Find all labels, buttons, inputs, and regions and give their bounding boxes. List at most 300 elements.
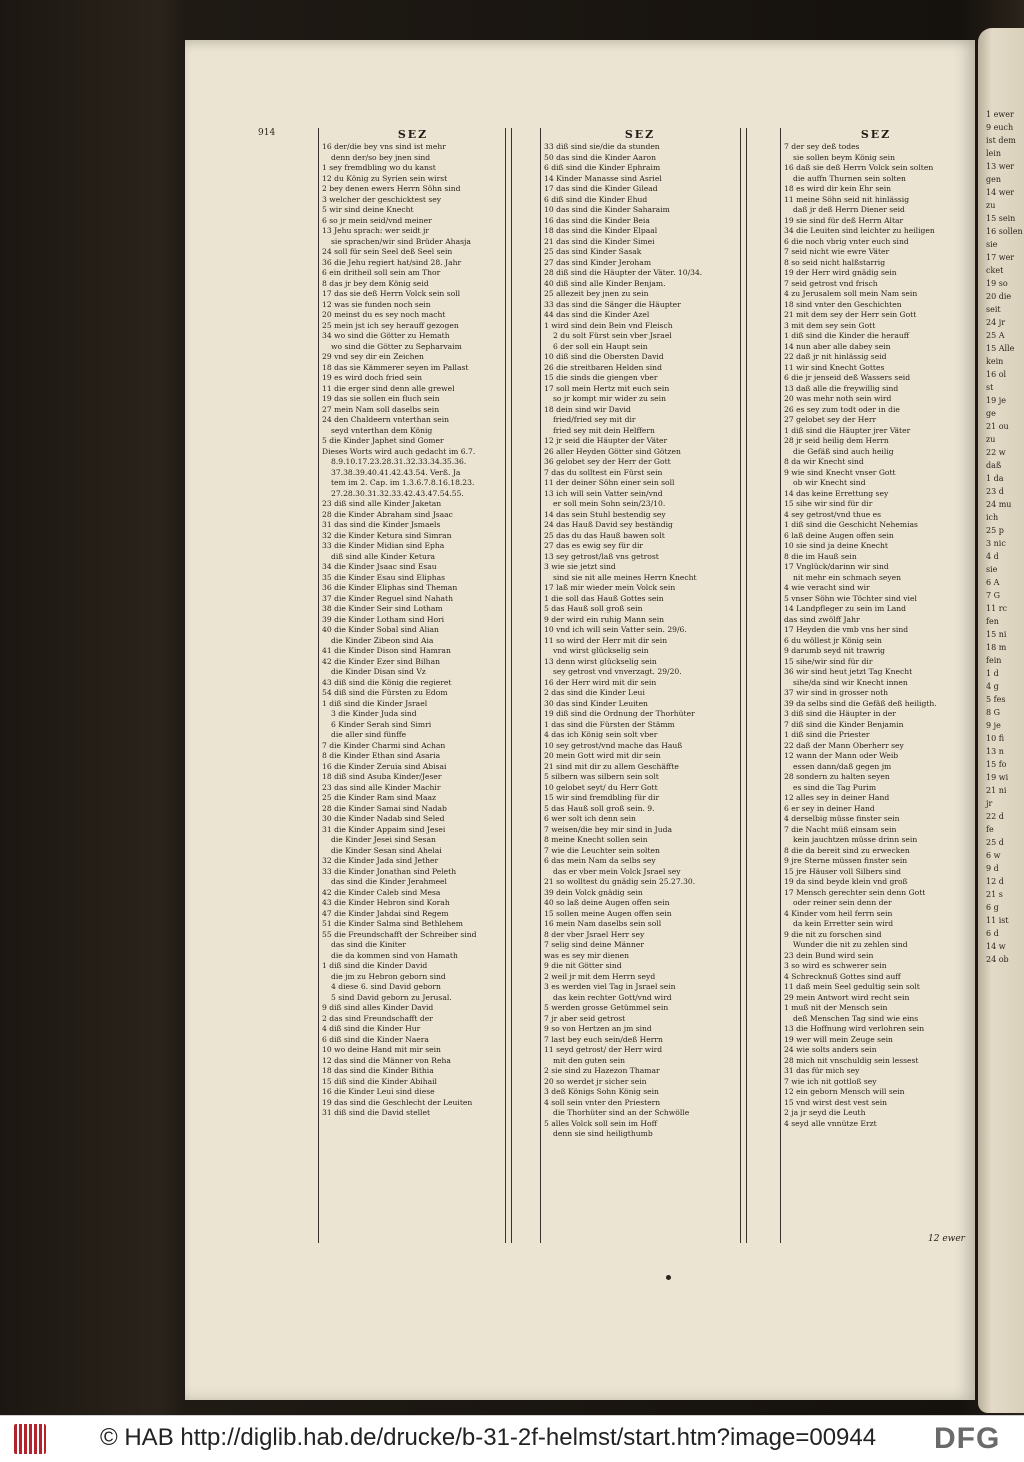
concordance-entry [541,1087,739,1098]
entry-text: 15 sollen meine Augen offen sein [544,908,672,918]
concordance-entry [319,531,507,542]
entry-text: 7 wie die Leuchter sein solten [544,845,660,855]
facing-page-fragment: 19 wi [986,773,1009,782]
concordance-entry [319,258,507,269]
entry-text: 37.38.39.40.41.42.43.54. Verß. Ja [331,467,461,477]
entry-text: 39 da selbs sind die Gefäß deß heiligth. [784,698,937,708]
entry-text: 32 die Kinder Jada sind Jether [322,856,439,865]
concordance-entry [541,247,739,258]
concordance-entry [541,153,739,164]
concordance-entry [319,510,507,521]
concordance-entry [781,331,971,342]
entry-text: 17 Heyden die vmb vns her sind [784,625,909,634]
entry-text: 28 diß sind die Häupter der Väter. 10/34. [544,268,703,277]
concordance-entry [781,258,971,269]
entry-text: 6 so jr mein seid/vnd meiner [322,215,432,225]
entry-text: 30 das sind Kinder Leuiten [544,698,648,708]
concordance-entry [781,615,971,626]
concordance-entry [541,1098,739,1109]
concordance-entry [319,846,507,857]
entry-text: 34 die Leuiten sind leichter zu heiligen [784,226,935,235]
concordance-entry [781,174,971,185]
concordance-entry [541,226,739,237]
entry-text: 3 mit dem sey sein Gott [784,320,876,330]
concordance-entry [541,279,739,290]
concordance-entry [541,846,739,857]
concordance-entry [781,310,971,321]
concordance-entry [781,1098,971,1109]
concordance-entry [781,888,971,899]
entry-text: 7 wie ich nit gottloß sey [784,1076,877,1086]
entry-text: 10 vnd ich will sein Vatter sein. 29/6. [544,625,687,634]
entry-text: 9 die nit Götter sind [544,961,622,970]
entry-text: 4 Schrecknuß Gottes sind auff [784,971,901,981]
concordance-entry [781,436,971,447]
entry-text: 50 das sind die Kinder Aaron [544,152,656,162]
concordance-entry [541,772,739,783]
entry-text: 3 die Kinder Juda sind [331,709,417,718]
concordance-entry [541,688,739,699]
entry-text: 18 das sind die Kinder Elpaal [544,226,658,235]
concordance-entry [541,405,739,416]
concordance-entry [319,142,507,153]
entry-text: 2 sie sind zu Hazezon Thamar [544,1066,660,1075]
concordance-entry [781,930,971,941]
concordance-entry [541,615,739,626]
concordance-entry [541,1014,739,1025]
entry-text: fried sey mit dein Helffern [553,425,655,435]
facing-page-fragment: 9 euch [986,123,1014,132]
concordance-entry [541,258,739,269]
concordance-entry [319,930,507,941]
entry-text: 25 allezeit bey jnen zu sein [544,289,649,298]
entry-text: das sind die Kiniter [331,940,406,949]
entry-text: 31 diß sind die David stellet [322,1108,430,1117]
concordance-entry [319,321,507,332]
entry-text: die Kinder Sesan sind Ahelai [331,845,442,855]
concordance-entry [541,730,739,741]
concordance-entry [781,982,971,993]
entry-text: daß jr deß Herrn Diener seid [793,205,905,214]
concordance-entry [541,447,739,458]
concordance-entry [541,289,739,300]
concordance-entry [781,993,971,1004]
entry-text: 14 nun aber alle dabey sein [784,341,891,351]
concordance-entry [319,720,507,731]
concordance-entry [781,846,971,857]
facing-page-fragment: fein [986,656,1002,665]
concordance-entry [781,1045,971,1056]
concordance-entry [781,499,971,510]
entry-text: 40 so laß deine Augen offen sein [544,898,670,907]
entry-text: 23 diß sind alle Kinder Jaketan [322,499,442,508]
page-mark [666,1275,671,1280]
facing-page-fragment: 11 ist [986,916,1009,925]
entry-text: 41 die Kinder Dison sind Hamran [322,646,451,655]
facing-page-fragment: fen [986,617,999,626]
concordance-entry [781,856,971,867]
entry-text: 19 diß sind die Ordnung der Thorhüter [544,709,695,718]
concordance-entry [319,310,507,321]
entry-text: 1 muß nit der Mensch sein [784,1003,888,1012]
facing-page-fragment: 22 d [986,812,1004,821]
entry-text: 17 laß mir wieder mein Volck sein [544,583,676,592]
concordance-entry [781,468,971,479]
concordance-entry [319,1035,507,1046]
concordance-entry [319,804,507,815]
concordance-entry [541,1129,739,1140]
concordance-entry [541,531,739,542]
entry-text: mit den guten sein [553,1055,626,1065]
entry-text: 10 sey getrost/vnd mache das Hauß [544,740,683,750]
facing-page-fragment: 20 die [986,292,1012,301]
entry-text: 35 die Kinder Esau sind Eliphas [322,572,446,582]
concordance-entry [781,688,971,699]
concordance-entry [319,867,507,878]
entry-text: 10 sie sind ja deine Knecht [784,541,888,550]
entry-text: die Kinder Disan sind Vz [331,667,426,676]
entry-text: 27.28.30.31.32.33.42.43.47.54.55. [331,488,464,498]
text-column-1 [318,128,507,1243]
entry-text: 36 wir sind heut jetzt Tag Knecht [784,667,913,676]
entry-text: 28 die Kinder Abraham sind Jsaac [322,509,453,519]
concordance-entry [781,363,971,374]
facing-page-fragment: zu [986,201,996,210]
concordance-entry [319,289,507,300]
concordance-entry [541,594,739,605]
concordance-entry [781,898,971,909]
concordance-entry [781,1087,971,1098]
entry-text: 7 weisen/die bey mir sind in Juda [544,824,672,834]
concordance-entry [541,352,739,363]
entry-text: 7 die Kinder Charmi sind Achan [322,740,446,750]
entry-text: 5 die Kinder Japhet sind Gomer [322,436,444,445]
entry-text: 43 die Kinder Hebron sind Korah [322,898,450,907]
concordance-entry [319,951,507,962]
entry-text: 7 selig sind deine Männer [544,940,645,949]
facing-page-fragment: 5 fes [986,695,1006,704]
entry-text: 6 er sey in deiner Hand [784,803,875,813]
concordance-entry [319,625,507,636]
concordance-entry [781,184,971,195]
entry-text: 15 sihe/wir sind für dir [784,656,873,666]
entry-text: 23 dein Bund wird sein [784,950,874,960]
facing-page-fragment: 12 d [986,877,1004,886]
concordance-entry [541,814,739,825]
concordance-entry [781,783,971,794]
concordance-entry [319,888,507,899]
concordance-entry [781,279,971,290]
entry-text: 12 wann der Mann oder Weib [784,751,899,760]
entry-text: Dieses Worts wird auch gedacht im 6.7. [322,446,476,456]
entry-text: 8 die Kinder Ethan sind Asaria [322,751,441,760]
entry-text: 26 es sey zum todt oder in die [784,404,900,414]
entry-text: 7 seid nicht wie ewre Väter [784,247,890,256]
concordance-entry [319,384,507,395]
concordance-entry [319,478,507,489]
entry-text: das sind zwölff Jahr [784,614,860,624]
facing-page-fragment: 1 da [986,474,1004,483]
entry-text: 24 das Hauß David sey beständig [544,520,673,529]
entry-text: 19 es wird doch fried sein [322,373,423,382]
entry-text: 8.9.10.17.23.28.31.32.33.34.35.36. [331,457,467,466]
facing-page-fragment: 13 n [986,747,1004,756]
concordance-entry [319,783,507,794]
concordance-entry [781,153,971,164]
concordance-entry [781,447,971,458]
concordance-entry [319,961,507,972]
entry-text: die Kinder Zibeon sind Aia [331,635,434,645]
entry-text: 13 ich will sein Vatter sein/vnd [544,488,663,498]
entry-text: 6 diß sind die Kinder Ephraim [544,163,661,172]
concordance-entry [541,457,739,468]
entry-text: sihe/da sind wir Knecht innen [793,677,908,687]
concordance-entry [541,195,739,206]
concordance-entry [319,205,507,216]
entry-text: die da kommen sind von Hamath [331,950,458,960]
concordance-entry [781,835,971,846]
concordance-entry [541,415,739,426]
concordance-entry [781,163,971,174]
entry-text: 2 du solt Fürst sein vber Jsrael [553,331,672,340]
entry-text: 3 so wird es schwerer sein [784,961,887,970]
concordance-entry [781,972,971,983]
entry-text: 7 last bey euch sein/deß Herrn [544,1034,663,1044]
entry-text: 21 mit dem sey der Herr sein Gott [784,310,917,319]
facing-page-fragment: ist dem [986,136,1016,145]
concordance-entry [781,373,971,384]
entry-text: deß Menschen Tag sind wie eins [793,1013,919,1023]
entry-text: 13 Jehu sprach: wer seidt jr [322,226,430,235]
concordance-entry [541,468,739,479]
concordance-entry [541,426,739,437]
entry-text: 33 das sind die Sänger die Häupter [544,299,681,309]
facing-page-fragment: sie [986,240,998,249]
entry-text: 6 laß deine Augen offen sein [784,530,894,540]
entry-text: 8 meine Knecht sollen sein [544,835,648,844]
dfg-logo: DFG [934,1422,1001,1455]
column-header: SEZ [860,128,892,141]
concordance-entry [781,394,971,405]
entry-text: das er vber mein Volck Jsrael sey [553,866,681,876]
entry-text: 32 die Kinder Ketura sind Simran [322,530,452,540]
concordance-entry [541,520,739,531]
concordance-entry [541,478,739,489]
concordance-entry [781,289,971,300]
concordance-entry [541,720,739,731]
entry-text: 20 mein Gott wird mit dir sein [544,751,661,760]
concordance-entry [319,835,507,846]
entry-text: 19 da sind beyde klein vnd groß [784,877,908,886]
entry-text: 22 daß jr nit hinlässig seid [784,352,887,361]
concordance-entry [319,825,507,836]
entry-text: 11 der deiner Söhn einer sein soll [544,478,675,487]
concordance-entry [319,279,507,290]
entry-text: 7 die Nacht müß einsam sein [784,824,897,834]
concordance-entry [319,1087,507,1098]
concordance-entry [319,237,507,248]
concordance-entry [319,814,507,825]
concordance-entry [319,594,507,605]
concordance-entry [781,426,971,437]
concordance-entry [781,205,971,216]
entry-text: 8 die im Hauß sein [784,551,857,561]
concordance-entry [541,741,739,752]
entry-text: essen dann/daß gegen jm [793,761,892,771]
entry-text: 9 so von Hertzen an jm sind [544,1024,652,1033]
entry-text: 1 diß sind die Geschicht Nehemias [784,520,918,529]
entry-text: 9 die nit zu forschen sind [784,929,882,939]
entry-text: 4 das ich König sein solt vber [544,730,658,739]
entry-text: 51 die Kinder Salma sind Bethlehem [322,919,463,928]
facing-page-fragment: 15 ni [986,630,1007,639]
concordance-entry [541,867,739,878]
entry-text: 8 das jr bey dem König seid [322,278,429,288]
entry-text: 5 alles Volck soll sein im Hoff [544,1118,657,1128]
concordance-entry [319,226,507,237]
entry-text: 37 die Kinder Reguel sind Nahath [322,593,453,603]
concordance-entry [541,982,739,993]
concordance-entry [781,877,971,888]
facing-page-fragment: 8 G [986,708,1001,717]
concordance-entry [319,741,507,752]
facing-page-fragment: 21 ni [986,786,1007,795]
entry-text: 5 vnser Söhn wie Töchter sind viel [784,593,917,603]
concordance-entry [319,405,507,416]
entry-text: 13 denn wirst glückselig sein [544,656,657,666]
concordance-entry [541,1003,739,1014]
concordance-entry [319,300,507,311]
source-link[interactable]: © HAB http://diglib.hab.de/drucke/b-31-2f-helmst/start.htm?image=00944 [100,1424,877,1451]
concordance-entry [319,373,507,384]
text-column-2 [540,128,739,1243]
entry-text: 16 daß sie deß Herrn Volck sein solten [784,163,934,172]
concordance-entry [781,478,971,489]
entry-text: 31 die Kinder Appaim sind Jesei [322,824,446,834]
concordance-entry [541,751,739,762]
concordance-entry [541,394,739,405]
entry-text: 40 die Kinder Sobal sind Alian [322,625,439,634]
concordance-entry [781,321,971,332]
concordance-entry [781,384,971,395]
hab-logo-icon [14,1424,46,1454]
concordance-entry [781,793,971,804]
concordance-entry [781,1035,971,1046]
entry-text: 16 der/die bey vns sind ist mehr [322,142,446,151]
entry-text: 3 es werden viel Tag in Jsrael sein [544,982,676,991]
entry-text: 7 seid getrost vnd frisch [784,278,878,288]
entry-text: 7 das du solltest ein Fürst sein [544,467,663,477]
entry-text: 8 der vber Jsrael Herr sey [544,929,645,939]
facing-page-fragment: 15 fo [986,760,1007,769]
facing-page-fragment: 22 w [986,448,1006,457]
entry-text: 12 alles sey in deiner Hand [784,793,890,802]
entry-text: 1 die soll das Hauß Gottes sein [544,593,664,603]
entry-text: 2 weil jr mit dem Herrn seyd [544,971,656,981]
concordance-entry [781,867,971,878]
concordance-entry [781,1014,971,1025]
entry-text: 7 jr aber seid getrost [544,1013,626,1023]
concordance-entry [781,730,971,741]
entry-text: 12 was sie funden noch sein [322,299,431,309]
entry-text: 12 das sind die Männer von Reha [322,1055,451,1065]
entry-text: 6 die noch vbrig vnter euch sind [784,236,909,246]
entry-text: 25 das du das Hauß bawen solt [544,530,665,540]
entry-text: 11 meine Söhn seid nit hinlässig [784,194,910,204]
entry-text: 21 so wolltest du gnädig sein 25.27.30. [544,877,696,886]
entry-text: 16 das sind die Kinder Beia [544,215,650,225]
concordance-entry [319,1066,507,1077]
entry-text: 9 jre Sterne müssen finster sein [784,856,908,865]
entry-text: 3 wie sie jetzt sind [544,562,616,571]
concordance-entry [319,184,507,195]
entry-text: 2 das sind die Kinder Leui [544,688,645,697]
concordance-entry [541,835,739,846]
entry-text: 16 die Kinder Leui sind diese [322,1087,435,1096]
entry-text: 24 soll für sein Seel deß Seel sein [322,247,453,256]
concordance-entry [541,184,739,195]
concordance-entry [319,436,507,447]
facing-page-fragment: 18 m [986,643,1007,652]
entry-text: 9 diß sind alles Kinder David [322,1003,434,1012]
concordance-entry [781,195,971,206]
concordance-entry [781,657,971,668]
concordance-entry [319,352,507,363]
concordance-entry [781,646,971,657]
concordance-entry [319,678,507,689]
entry-text: 19 das sind die Geschlecht der Leuiten [322,1097,473,1107]
entry-text: 11 wir sind Knecht Gottes [784,362,885,372]
entry-text: 11 seyd getrost/ der Herr wird [544,1045,663,1054]
column-header: SEZ [624,128,656,141]
entry-text: wo sind die Götter zu Sepharvaim [331,341,462,351]
entry-text: 17 das sie deß Herrn Volck sein soll [322,289,461,298]
entry-text: 22 daß der Mann Oberherr sey [784,740,904,750]
entry-text: 16 der Herr wird mit dir sein [544,677,657,687]
entry-text: 31 das sind die Kinder Jsmaels [322,520,441,529]
entry-text: 17 Vnglück/darinn wir sind [784,562,889,571]
entry-text: 4 zu Jerusalem soll mein Nam sein [784,289,918,298]
entry-text: 18 es wird dir kein Ehr sein [784,184,892,193]
entry-text: 15 diß sind die Kinder Abihail [322,1076,437,1086]
concordance-entry [781,1024,971,1035]
entry-text: 27 das sind Kinder Jeroham [544,257,652,267]
entry-text: 12 jr seid die Häupter der Väter [544,436,668,445]
entry-text: 18 dein sind wir David [544,404,631,414]
facing-page-fragment: 10 fi [986,734,1005,743]
entry-text: 28 die Kinder Samai sind Nadab [322,803,447,813]
entry-text: 1 diß sind die Häupter jrer Väter [784,425,911,435]
entry-text: 1 sey fremdbling wo du kanst [322,163,436,172]
concordance-entry [319,762,507,773]
facing-page-fragment: 16 sollen [986,227,1023,236]
facing-page-fragment: 25 p [986,526,1004,535]
entry-text: 25 die Kinder Ram sind Maaz [322,793,437,802]
concordance-entry [781,909,971,920]
concordance-entry [319,877,507,888]
facing-page-fragment: 4 d [986,552,999,561]
concordance-entry [781,583,971,594]
concordance-entry [541,499,739,510]
entry-text: 6 diß sind die Kinder Naera [322,1034,429,1044]
entry-text: die Kinder Jesei sind Sesan [331,835,436,844]
facing-page-fragment: 6 g [986,903,999,912]
column-header: SEZ [397,128,429,141]
concordance-entry [541,237,739,248]
entry-text: 1 diß sind die Kinder Jsrael [322,698,428,708]
concordance-entry [541,678,739,689]
entry-text: 12 du König zu Syrien sein wirst [322,173,448,183]
